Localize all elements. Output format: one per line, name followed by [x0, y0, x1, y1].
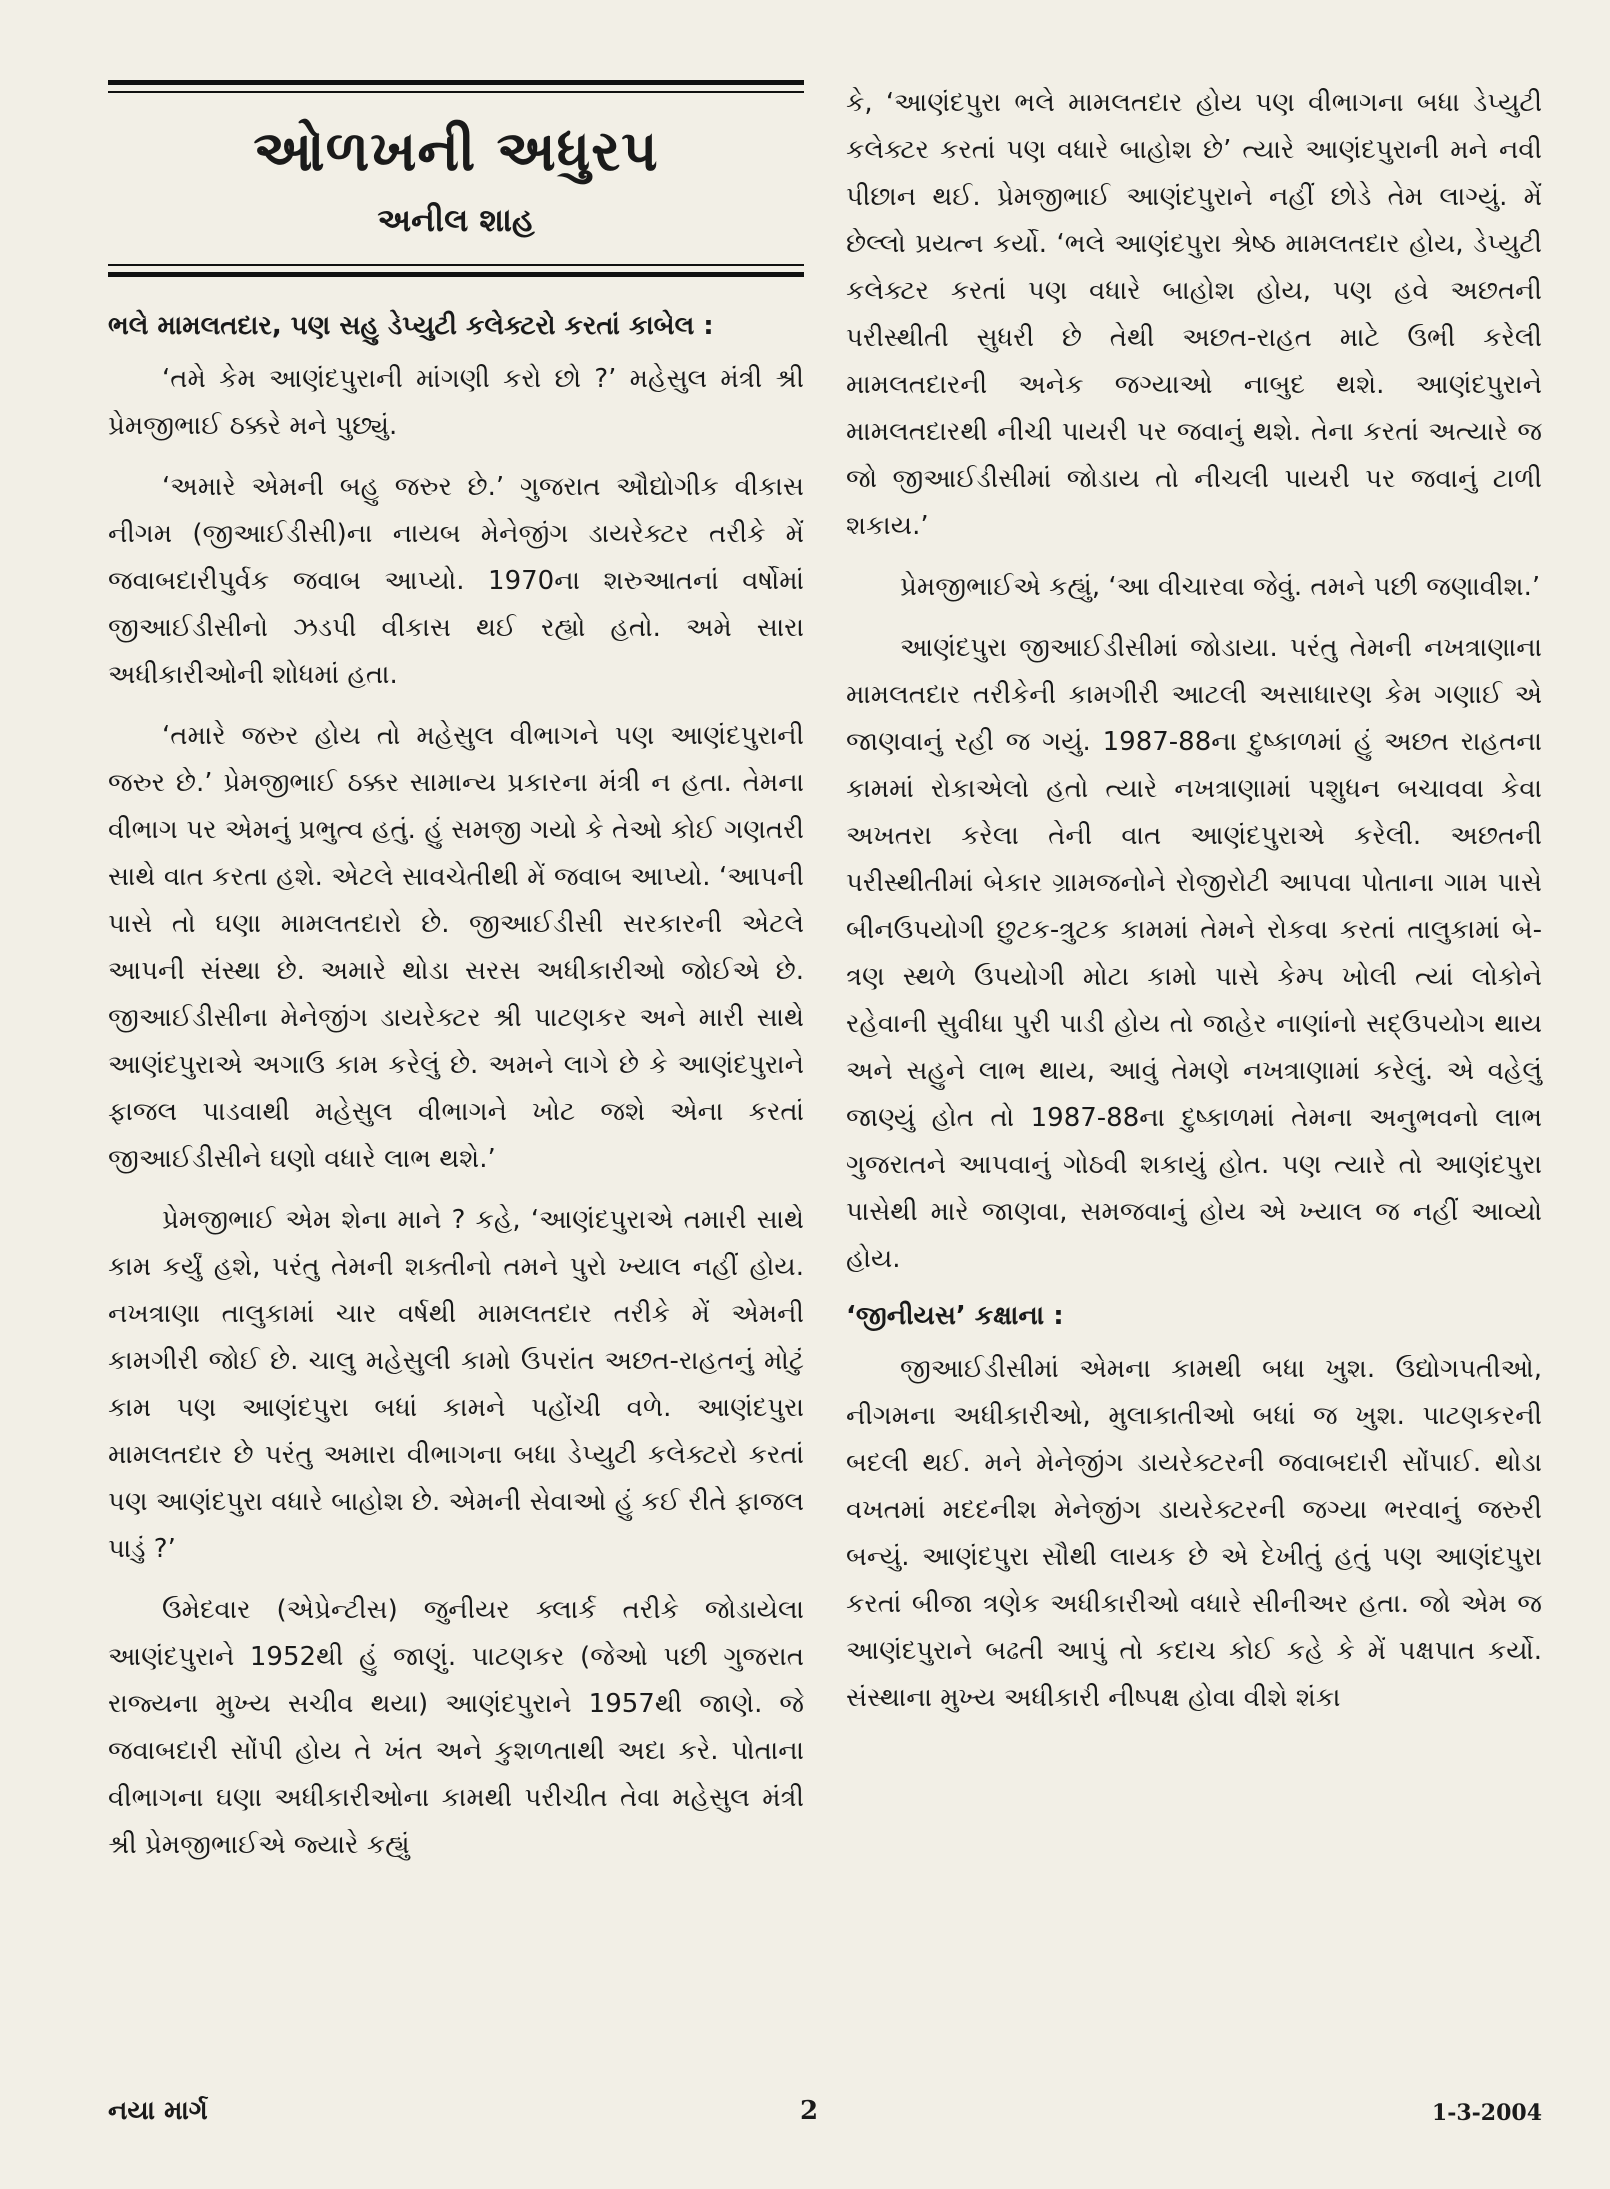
body-paragraph: આણંદપુરા જીઆઈડીસીમાં જોડાયા. પરંતુ તેમની નખત્રાણાના મામલતદાર તરીકેની કામગીરી આટલી અસાધારણ કેમ ગણાઈ એ જાણવાનું રહી જ ગયું. 1987-88ના દુષ્કાળમાં હું અછત રાહતના કામમાં રોકાએલો હતો ત્યારે નખત્રાણામાં પશુધન બચાવવા કેવા અખતરા કરેલા તેની વાત આણંદપુરાએ કરેલી. અછતની પરીસ્થીતીમાં બેકાર ગ્રામજનોને રોજીરોટી આપવા પોતાના ગામ પાસે બીનઉપયોગી છુટક-ત્રુટક કામમાં તેમને રોકવા કરતાં તાલુકામાં બે- ત્રણ સ્થળે ઉપયોગી મોટા કામો પાસે કેમ્પ ખોલી ત્યાં લોકોને રહેવાની સુવીધા પુરી પાડી હોય તો જાહેર નાણાંનો સદ્ઉપયોગ થાય અને સહુને લાભ થાય, આવું તેમણે નખત્રાણામાં કરેલું. એ વહેલું જાણ્યું હોત તો 1987-88ના દુષ્કાળમાં તેમના અનુભવનો લાભ ગુજરાતને આપવાનું ગોઠવી શકાયું હોત. પણ ત્યારે તો આણંદપુરા પાસેથી મારે જાણવા, સમજવાનું હોય એ ખ્યાલ જ નહીં આવ્યો હોય.	[846, 633, 1542, 1274]
section-heading: ભલે મામલતદાર, પણ સહુ ડેપ્યુટી કલેક્ટરો કરતાં કાબેલ :	[108, 310, 714, 341]
body-paragraph: જીઆઈડીસીમાં એમના કામથી બધા ખુશ. ઉદ્યોગપતીઓ, નીગમના અધીકારીઓ, મુલાકાતીઓ બધાં જ ખુશ. પાટણકરની બદલી થઈ. મને મેનેજીંગ ડાયરેક્ટરની જવાબદારી સોંપાઈ. થોડા વખતમાં મદદનીશ મેનેજીંગ ડાયરેક્ટરની જગ્યા ભરવાનું જરુરી બન્યું. આણંદપુરા સૌથી લાયક છે એ દેખીતું હતું પણ આણંદપુરા કરતાં બીજા ત્રણેક અધીકારીઓ વધારે સીનીઅર હતા. જો એમ જ આણંદપુરાને બઢતી આપું તો કદાચ કોઈ કહે કે મેં પક્ષપાત કર્યો. સંસ્થાના મુખ્ય અધીકારી નીષ્પક્ષ હોવા વીશે શંકા	[846, 1354, 1542, 1713]
article-author: અનીલ શાહ	[377, 200, 535, 239]
section-heading: ‘જીનીયસ’ કક્ષાના :	[846, 1301, 1064, 1331]
title-top-rule	[108, 80, 804, 93]
body-paragraph: ઉમેદવાર (એપ્રેન્ટીસ) જુનીયર ક્લાર્ક તરીકે જોડાયેલા આણંદપુરાને 1952થી હું જાણું. પાટણકર (જેઓ પછી ગુજરાત રાજ્યના મુખ્ય સચીવ થયા) આણંદપુરાને 1957થી જાણે. જે જવાબદારી સોંપી હોય તે ખંત અને કુશળતાથી અદા કરે. પોતાના વીભાગના ઘણા અધીકારીઓના કામથી પરીચીત તેવા મહેસુલ મંત્રી શ્રી પ્રેમજીભાઈએ જ્યારે કહ્યું	[108, 1594, 804, 1860]
article-title: ઓળખની અધુરપ	[253, 119, 659, 184]
issue-date: 1-3-2004	[1431, 2100, 1542, 2126]
right-column	[846, 80, 1542, 1736]
body-paragraph-continued: કે, ‘આણંદપુરા ભલે મામલતદાર હોય પણ વીભાગના બધા ડેપ્યુટી કલેક્ટર કરતાં પણ વધારે બાહોશ છે’ ત્યારે આણંદપુરાની મને નવી પીછાન થઈ. પ્રેમજીભાઈ આણંદપુરાને નહીં છોડે તેમ લાગ્યું. મેં છેલ્લો પ્રયત્ન કર્યો. ‘ભલે આણંદપુરા શ્રેષ્ઠ મામલતદાર હોય, ડેપ્યુટી કલેક્ટર કરતાં પણ વધારે બાહોશ હોય, પણ હવે અછતની પરીસ્થીતી સુધરી છે તેથી અછત-રાહત માટે ઉભી કરેલી મામલતદારની અનેક જગ્યાઓ નાબુદ થશે. આણંદપુરાને મામલતદારથી નીચી પાયરી પર જવાનું થશે. તેના કરતાં અત્યારે જ જો જીઆઈડીસીમાં જોડાય તો નીચલી પાયરી પર જવાનું ટાળી શકાય.’	[846, 88, 1542, 541]
body-paragraph: ‘તમારે જરુર હોય તો મહેસુલ વીભાગને પણ આણંદપુરાની જરુર છે.’ પ્રેમજીભાઈ ઠક્કર સામાન્ય પ્રકારના મંત્રી ન હતા. તેમના વીભાગ પર એમનું પ્રભુત્વ હતું. હું સમજી ગયો કે તેઓ કોઈ ગણતરી સાથે વાત કરતા હશે. એટલે સાવચેતીથી મેં જવાબ આપ્યો. ‘આપની પાસે તો ઘણા મામલતદારો છે. જીઆઈડીસી સરકારની એટલે આપની સંસ્થા છે. અમારે થોડા સરસ અધીકારીઓ જોઈએ છે. જીઆઈડીસીના મેનેજીંગ ડાયરેક્ટર શ્રી પાટણકર અને મારી સાથે આણંદપુરાએ અગાઉ કામ કરેલું છે. અમને લાગે છે કે આણંદપુરાને ફાજલ પાડવાથી મહેસુલ વીભાગને ખોટ જશે એના કરતાં જીઆઈડીસીને ઘણો વધારે લાભ થશે.’	[108, 720, 804, 1174]
page-number: 2	[800, 2096, 819, 2126]
left-column	[108, 80, 804, 1883]
page-footer	[108, 2096, 1542, 2136]
body-paragraph: ‘તમે કેમ આણંદપુરાની માંગણી કરો છો ?’ મહેસુલ મંત્રી શ્રી પ્રેમજીભાઈ ઠક્કરે મને પુછ્યું.	[108, 363, 804, 441]
body-paragraph: પ્રેમજીભાઈએ કહ્યું, ‘આ વીચારવા જેવું. તમને પછી જણાવીશ.’	[900, 572, 1541, 602]
publication-name: નયા માર્ગ	[108, 2096, 208, 2126]
title-bottom-rule	[108, 264, 804, 277]
body-paragraph: ‘અમારે એમની બહુ જરુર છે.’ ગુજરાત ઔદ્યોગીક વીકાસ નીગમ (જીઆઈડીસી)ના નાયબ મેનેજીંગ ડાયરેક્ટર તરીકે મેં જવાબદારીપુર્વક જવાબ આપ્યો. 1970ના શરુઆતનાં વર્ષોમાં જીઆઈડીસીનો ઝડપી વીકાસ થઈ રહ્યો હતો. અમે સારા અધીકારીઓની શોધમાં હતા.	[108, 471, 804, 690]
body-paragraph: પ્રેમજીભાઈ એમ શેના માને ? કહે, ‘આણંદપુરાએ તમારી સાથે કામ કર્યું હશે, પરંતુ તેમની શક્તીનો તમને પુરો ખ્યાલ નહીં હોય. નખત્રાણા તાલુકામાં ચાર વર્ષથી મામલતદાર તરીકે મેં એમની કામગીરી જોઈ છે. ચાલુ મહેસુલી કામો ઉપરાંત અછત-રાહતનું મોટું કામ પણ આણંદપુરા બધાં કામને પહોંચી વળે. આણંદપુરા મામલતદાર છે પરંતુ અમારા વીભાગના બધા ડેપ્યુટી કલેક્ટરો કરતાં પણ આણંદપુરા વધારે બાહોશ છે. એમની સેવાઓ હું કઈ રીતે ફાજલ પાડું ?’	[108, 1204, 804, 1564]
